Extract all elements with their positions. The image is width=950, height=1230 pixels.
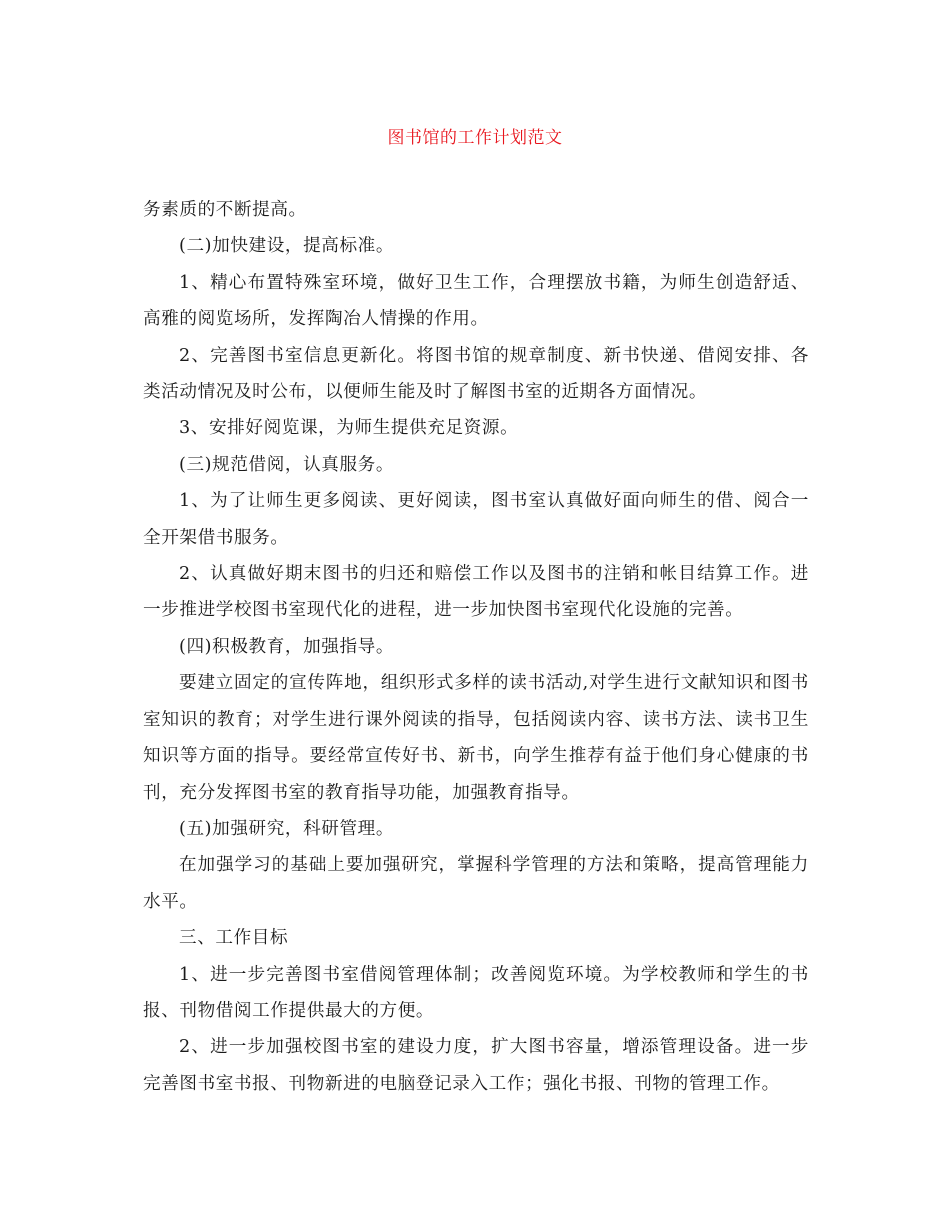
paragraph: 1、为了让师生更多阅读、更好阅读，图书室认真做好面向师生的借、阅合一全开架借书服务。 [143,491,809,548]
paragraph: 要建立固定的宣传阵地，组织形式多样的读书活动,对学生进行文献知识和图书室知识的教育；对学生进行课外阅读的指导，包括阅读内容、读书方法、读书卫生知识等方面的指导。要经常宣传好书、新书，向学生推荐有益于他们身心健康的书刊，充分发挥图书室的教育指导功能，加强教育指导。 [143,673,809,803]
paragraph: 务素质的不断提高。 [143,200,307,220]
paragraph: (四)积极教育，加强指导。 [179,636,395,657]
paragraph: 在加强学习的基础上要加强研究，掌握科学管理的方法和策略，提高管理能力水平。 [143,855,809,912]
paragraph: (五)加强研究，科研管理。 [179,818,395,839]
document-title: 图书馆的工作计划范文 [387,128,563,148]
paragraph: (三)规范借阅，认真服务。 [179,454,395,475]
paragraph: 1、精心布置特殊室环境，做好卫生工作，合理摆放书籍，为师生创造舒适、高雅的阅览场所，发挥陶冶人情操的作用。 [143,272,809,330]
paragraph: (二)加快建设，提高标准。 [179,236,395,257]
paragraph: 2、进一步加强校图书室的建设力度，扩大图书容量，增添管理设备。进一步完善图书室书报、刊物新进的电脑登记录入工作；强化书报、刊物的管理工作。 [143,1037,809,1094]
paragraph: 三、工作目标 [179,928,289,949]
paragraph: 2、完善图书室信息更新化。将图书馆的规章制度、新书快递、借阅安排、各类活动情况及时公布，以便师生能及时了解图书室的近期各方面情况。 [143,345,809,403]
document-body [143,192,809,1102]
paragraph: 1、进一步完善图书室借阅管理体制；改善阅览环境。为学校教师和学生的书报、刊物借阅工作提供最大的方便。 [143,964,809,1021]
paragraph: 3、安排好阅览课，为师生提供充足资源。 [179,418,519,439]
paragraph: 2、认真做好期末图书的归还和赔偿工作以及图书的注销和帐目结算工作。进一步推进学校图书室现代化的进程，进一步加快图书室现代化设施的完善。 [143,564,809,621]
